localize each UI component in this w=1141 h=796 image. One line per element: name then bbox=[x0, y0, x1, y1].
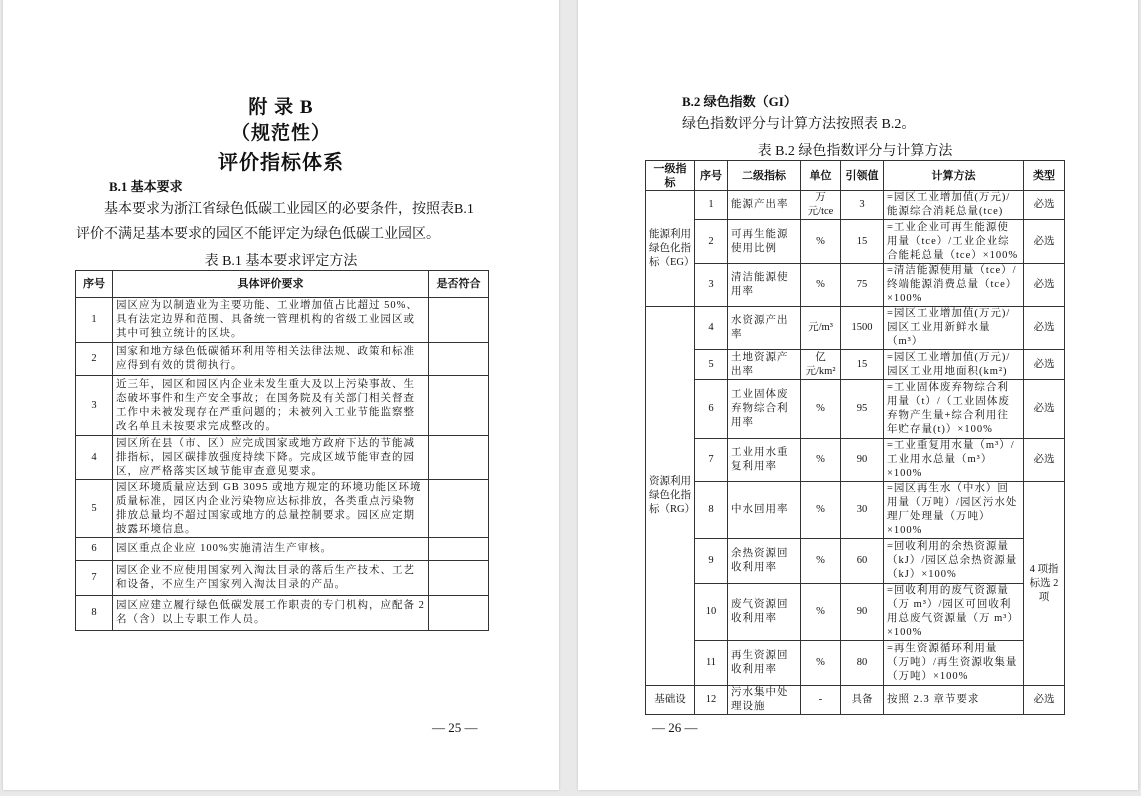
row-value: 95 bbox=[841, 380, 884, 439]
row-unit: 万元/tce bbox=[801, 191, 841, 220]
table-row bbox=[646, 686, 1065, 715]
row-value: 具备 bbox=[841, 686, 884, 715]
row-unit: % bbox=[801, 482, 841, 539]
row-method: =回收利用的废气资源量（万 m³）/园区可回收利用总废气资源量（万 m³）×100% bbox=[884, 584, 1024, 641]
row-unit: - bbox=[801, 686, 841, 715]
table-row bbox=[646, 191, 1065, 220]
row-no: 9 bbox=[695, 539, 728, 584]
row-type: 必选 bbox=[1024, 439, 1065, 482]
row-no: 4 bbox=[76, 436, 113, 480]
paragraph: 绿色指数评分与计算方法按照表 B.2。 bbox=[682, 117, 916, 132]
header-level1: 一级指标 bbox=[646, 161, 695, 191]
row-req: 园区企业不应使用国家列入淘汰目录的落后生产技术、工艺和设备，不应生产国家列入淘汰目录的产品。 bbox=[113, 561, 429, 596]
row-name: 可再生能源使用比例 bbox=[728, 220, 801, 264]
table-row bbox=[646, 307, 1065, 350]
row-ok bbox=[429, 376, 489, 436]
row-type: 必选 bbox=[1024, 307, 1065, 350]
appendix-heading: 评价指标体系 bbox=[218, 152, 344, 174]
row-no: 8 bbox=[695, 482, 728, 539]
row-method: =园区工业增加值(万元)/能源综合消耗总量(tce) bbox=[884, 191, 1024, 220]
row-value: 75 bbox=[841, 264, 884, 307]
row-value: 15 bbox=[841, 220, 884, 264]
row-ok bbox=[429, 538, 489, 561]
table-row bbox=[76, 596, 489, 631]
row-no: 6 bbox=[695, 380, 728, 439]
row-value: 1500 bbox=[841, 307, 884, 350]
row-name: 水资源产出率 bbox=[728, 307, 801, 350]
row-req: 近三年，园区和园区内企业未发生重大及以上污染事故、生态破坏事件和生产安全事故；在国务院及有关部门相关督查工作中未被发现存在严重问题的；未被列入工业节能监察整改名单且未按要求完成整改的。 bbox=[113, 376, 429, 436]
row-req: 国家和地方绿色低碳循环利用等相关法律法规、政策和标准应得到有效的贯彻执行。 bbox=[113, 343, 429, 376]
row-type: 必选 bbox=[1024, 380, 1065, 439]
header-value: 引领值 bbox=[841, 161, 884, 191]
group-eg: 能源利用绿色化指标（EG） bbox=[646, 191, 695, 307]
row-no: 1 bbox=[76, 298, 113, 343]
table-row bbox=[76, 436, 489, 480]
section-b2: B.2 绿色指数（GI） bbox=[682, 94, 797, 109]
header-no: 序号 bbox=[695, 161, 728, 191]
row-type: 必选 bbox=[1024, 350, 1065, 380]
row-type: 4 项指标选 2 项 bbox=[1024, 482, 1065, 686]
row-no: 2 bbox=[695, 220, 728, 264]
row-ok bbox=[429, 480, 489, 538]
table-row bbox=[646, 641, 1065, 686]
header-level2: 二级指标 bbox=[728, 161, 801, 191]
row-unit: % bbox=[801, 641, 841, 686]
row-value: 15 bbox=[841, 350, 884, 380]
row-unit: % bbox=[801, 264, 841, 307]
row-method: =工业企业可再生能源使用量（tce）/工业企业综合能耗总量（tce）×100% bbox=[884, 220, 1024, 264]
table-row bbox=[76, 480, 489, 538]
row-no: 6 bbox=[76, 538, 113, 561]
group-base: 基础设 bbox=[646, 686, 695, 715]
row-no: 11 bbox=[695, 641, 728, 686]
table-row bbox=[646, 220, 1065, 264]
table-b1 bbox=[75, 270, 489, 631]
row-name: 清洁能源使用率 bbox=[728, 264, 801, 307]
row-method: =工业重复用水量（m³）/工业用水总量（m³）×100% bbox=[884, 439, 1024, 482]
table-caption: 表 B.2 绿色指数评分与计算方法 bbox=[757, 144, 953, 159]
page-26 bbox=[578, 0, 1138, 790]
row-method: =园区工业增加值(万元)/园区工业用新鲜水量（m³） bbox=[884, 307, 1024, 350]
table-caption: 表 B.1 基本要求评定方法 bbox=[204, 254, 358, 269]
appendix-title: 附 录 B bbox=[248, 97, 314, 118]
row-no: 2 bbox=[76, 343, 113, 376]
row-name: 再生资源回收利用率 bbox=[728, 641, 801, 686]
table-row bbox=[76, 376, 489, 436]
row-method: =园区工业增加值(万元)/园区工业用地面积(km²) bbox=[884, 350, 1024, 380]
row-value: 30 bbox=[841, 482, 884, 539]
header-type: 类型 bbox=[1024, 161, 1065, 191]
row-unit: % bbox=[801, 380, 841, 439]
row-no: 5 bbox=[695, 350, 728, 380]
row-name: 中水回用率 bbox=[728, 482, 801, 539]
section-b1: B.1 基本要求 bbox=[109, 179, 183, 194]
table-row bbox=[76, 538, 489, 561]
row-req: 园区环境质量应达到 GB 3095 或地方规定的环境功能区环境质量标准，园区内企业污染物应达标排放，各类重点污染物排放总量均不超过国家或地方的总量控制要求。园区应定期披露环境信息。 bbox=[113, 480, 429, 538]
row-no: 7 bbox=[695, 439, 728, 482]
row-name: 污水集中处理设施 bbox=[728, 686, 801, 715]
table-row bbox=[646, 482, 1065, 539]
table-row bbox=[646, 264, 1065, 307]
header-unit: 单位 bbox=[801, 161, 841, 191]
row-no: 3 bbox=[76, 376, 113, 436]
row-req: 园区所在县（市、区）应完成国家或地方政府下达的节能减排指标，园区碳排放强度持续下降。完成区域节能审查的园区，应严格落实区域节能审查意见要求。 bbox=[113, 436, 429, 480]
row-ok bbox=[429, 596, 489, 631]
row-name: 能源产出率 bbox=[728, 191, 801, 220]
row-no: 8 bbox=[76, 596, 113, 631]
row-method: 按照 2.3 章节要求 bbox=[884, 686, 1024, 715]
row-method: =园区再生水（中水）回用量（万吨）/园区污水处理厂处理量（万吨）×100% bbox=[884, 482, 1024, 539]
row-req: 园区重点企业应 100%实施清洁生产审核。 bbox=[113, 538, 429, 561]
row-req: 园区应建立履行绿色低碳发展工作职责的专门机构，应配备 2 名（含）以上专职工作人员。 bbox=[113, 596, 429, 631]
row-no: 1 bbox=[695, 191, 728, 220]
row-req: 园区应为以制造业为主要功能、工业增加值占比超过 50%、具有法定边界和范围、具备统一管理机构的省级工业园区或其中可独立统计的区块。 bbox=[113, 298, 429, 343]
header-method: 计算方法 bbox=[884, 161, 1024, 191]
row-unit: % bbox=[801, 584, 841, 641]
row-type: 必选 bbox=[1024, 191, 1065, 220]
row-type: 必选 bbox=[1024, 264, 1065, 307]
row-no: 3 bbox=[695, 264, 728, 307]
row-method: =再生资源循环利用量（万吨）/再生资源收集量（万吨）×100% bbox=[884, 641, 1024, 686]
row-method: =清洁能源使用量（tce）/终端能源消费总量（tce）×100% bbox=[884, 264, 1024, 307]
table-row bbox=[76, 561, 489, 596]
row-unit: 元/m³ bbox=[801, 307, 841, 350]
row-ok bbox=[429, 343, 489, 376]
row-value: 80 bbox=[841, 641, 884, 686]
row-ok bbox=[429, 561, 489, 596]
row-unit: % bbox=[801, 220, 841, 264]
table-row bbox=[646, 584, 1065, 641]
header-ok: 是否符合 bbox=[429, 271, 489, 298]
row-value: 90 bbox=[841, 584, 884, 641]
row-value: 90 bbox=[841, 439, 884, 482]
row-name: 废气资源回收利用率 bbox=[728, 584, 801, 641]
row-type: 必选 bbox=[1024, 220, 1065, 264]
page-25 bbox=[3, 0, 559, 790]
row-name: 工业固体废弃物综合利用率 bbox=[728, 380, 801, 439]
row-ok bbox=[429, 436, 489, 480]
row-value: 60 bbox=[841, 539, 884, 584]
group-rg: 资源利用绿色化指标（RG） bbox=[646, 307, 695, 686]
header-no: 序号 bbox=[76, 271, 113, 298]
table-row bbox=[76, 298, 489, 343]
row-name: 工业用水重复利用率 bbox=[728, 439, 801, 482]
page-number: — 26 — bbox=[652, 720, 698, 735]
table-row bbox=[76, 343, 489, 376]
row-name: 土地资源产出率 bbox=[728, 350, 801, 380]
row-value: 3 bbox=[841, 191, 884, 220]
row-type: 必选 bbox=[1024, 686, 1065, 715]
table-row bbox=[646, 380, 1065, 439]
row-ok bbox=[429, 298, 489, 343]
table-row bbox=[646, 439, 1065, 482]
row-no: 5 bbox=[76, 480, 113, 538]
table-row bbox=[646, 539, 1065, 584]
row-name: 余热资源回收利用率 bbox=[728, 539, 801, 584]
row-no: 7 bbox=[76, 561, 113, 596]
row-no: 4 bbox=[695, 307, 728, 350]
row-unit: 亿元/km² bbox=[801, 350, 841, 380]
row-unit: % bbox=[801, 439, 841, 482]
row-no: 10 bbox=[695, 584, 728, 641]
page-number: — 25 — bbox=[432, 720, 478, 735]
row-method: =回收利用的余热资源量（kJ）/园区总余热资源量（kJ）×100% bbox=[884, 539, 1024, 584]
table-row bbox=[646, 350, 1065, 380]
appendix-subtitle: （规范性） bbox=[230, 123, 331, 144]
row-method: =工业固体废弃物综合利用量（t）/（工业固体废弃物产生量+综合利用往年贮存量(t)）×100% bbox=[884, 380, 1024, 439]
table-b2 bbox=[645, 160, 1065, 715]
row-unit: % bbox=[801, 539, 841, 584]
paragraph: 基本要求为浙江省绿色低碳工业园区的必要条件，按照表B.1 评价不满足基本要求的园区不能评定为绿色低碳工业园区。 bbox=[76, 202, 474, 242]
header-req: 具体评价要求 bbox=[113, 271, 429, 298]
row-no: 12 bbox=[695, 686, 728, 715]
